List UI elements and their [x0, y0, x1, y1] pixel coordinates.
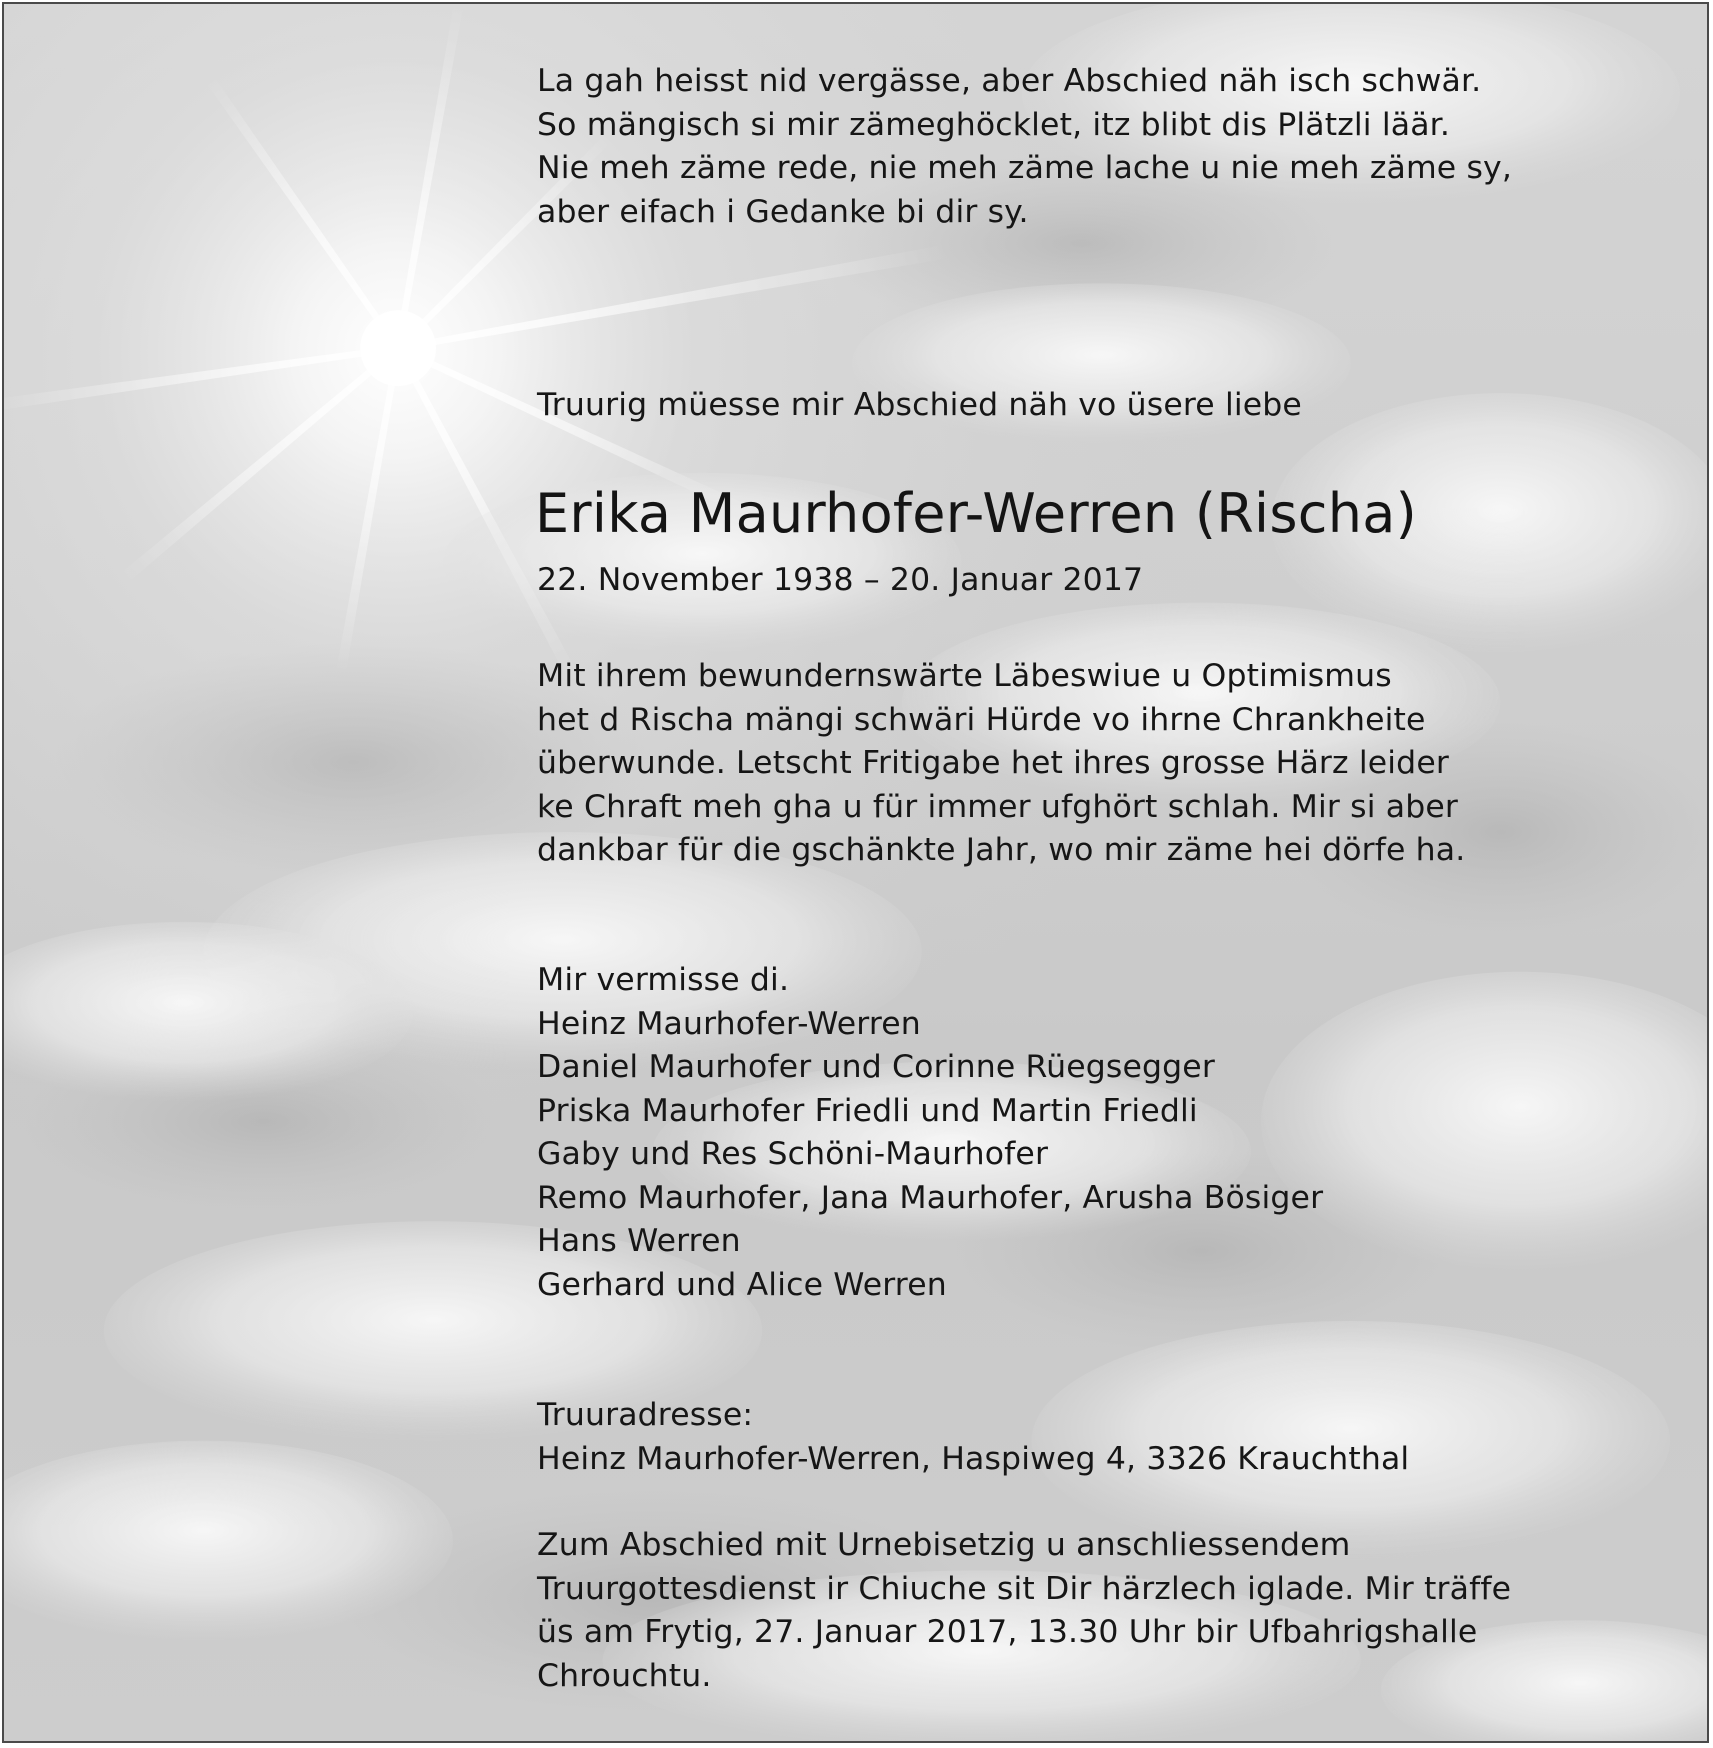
ceremony-line: Zum Abschied mit Urnebisetzig u anschliessendem [537, 1527, 1351, 1563]
tribute-line: überwunde. Letscht Fritigabe het ihres grosse Härz leider [537, 745, 1449, 781]
address-line: Heinz Maurhofer-Werren, Haspiweg 4, 3326 Krauchthal [537, 1440, 1410, 1477]
mourners-line: Heinz Maurhofer-Werren [537, 1005, 921, 1042]
intro-line: Truurig müesse mir Abschied näh vo üsere liebe [537, 387, 1302, 423]
poem-line: So mängisch si mir zämeghöcklet, itz blibt dis Plätzli läär. [537, 106, 1451, 143]
mourners-line: Gerhard und Alice Werren [537, 1266, 947, 1303]
obituary-notice [2, 2, 1709, 1743]
mourners-line: Daniel Maurhofer und Corinne Rüegsegger [537, 1049, 1215, 1085]
mourners-line: Mir vermisse di. [537, 962, 790, 998]
ceremony-line: üs am Frytig, 27. Januar 2017, 13.30 Uhr bir Ufbahrigshalle [537, 1614, 1478, 1650]
tribute-line: dankbar für die gschänkte Jahr, wo mir zäme hei dörfe ha. [537, 832, 1466, 868]
address-line: Truuradresse: [537, 1397, 754, 1433]
life-dates [537, 559, 1667, 603]
mourners-line: Priska Maurhofer Friedli und Martin Friedli [537, 1092, 1198, 1129]
ceremony-info [537, 1524, 1667, 1698]
tribute [537, 655, 1667, 873]
mourners-list [537, 959, 1667, 1307]
tribute-line: het d Rischa mängi schwäri Hürde vo ihrne Chrankheite [537, 701, 1426, 738]
ceremony-line: Chrouchtu. [537, 1657, 712, 1694]
mourners-line: Hans Werren [537, 1223, 741, 1259]
poem-line: Nie meh zäme rede, nie meh zäme lache u nie meh zäme sy, [537, 150, 1513, 186]
tribute-line: Mit ihrem bewundernswärte Läbeswiue u Optimismus [537, 658, 1392, 694]
mourners-line: Remo Maurhofer, Jana Maurhofer, Arusha Bösiger [537, 1179, 1324, 1216]
ceremony-line: Truurgottesdienst ir Chiuche sit Dir härzlech iglade. Mir träffe [537, 1570, 1512, 1607]
tribute-line: ke Chraft meh gha u für immer ufghört schlah. Mir si aber [537, 788, 1458, 825]
life-dates-line: 22. November 1938 – 20. Januar 2017 [537, 562, 1144, 598]
poem-line: aber eifach i Gedanke bi dir sy. [537, 193, 1029, 230]
intro-text [537, 384, 1667, 428]
poem-line: La gah heisst nid vergässe, aber Abschied näh isch schwär. [537, 63, 1482, 99]
mourning-address [537, 1394, 1667, 1481]
deceased-name: Erika Maurhofer-Werren (Rischa) [535, 482, 1418, 545]
mourners-line: Gaby und Res Schöni-Maurhofer [537, 1136, 1049, 1172]
poem [537, 60, 1667, 234]
